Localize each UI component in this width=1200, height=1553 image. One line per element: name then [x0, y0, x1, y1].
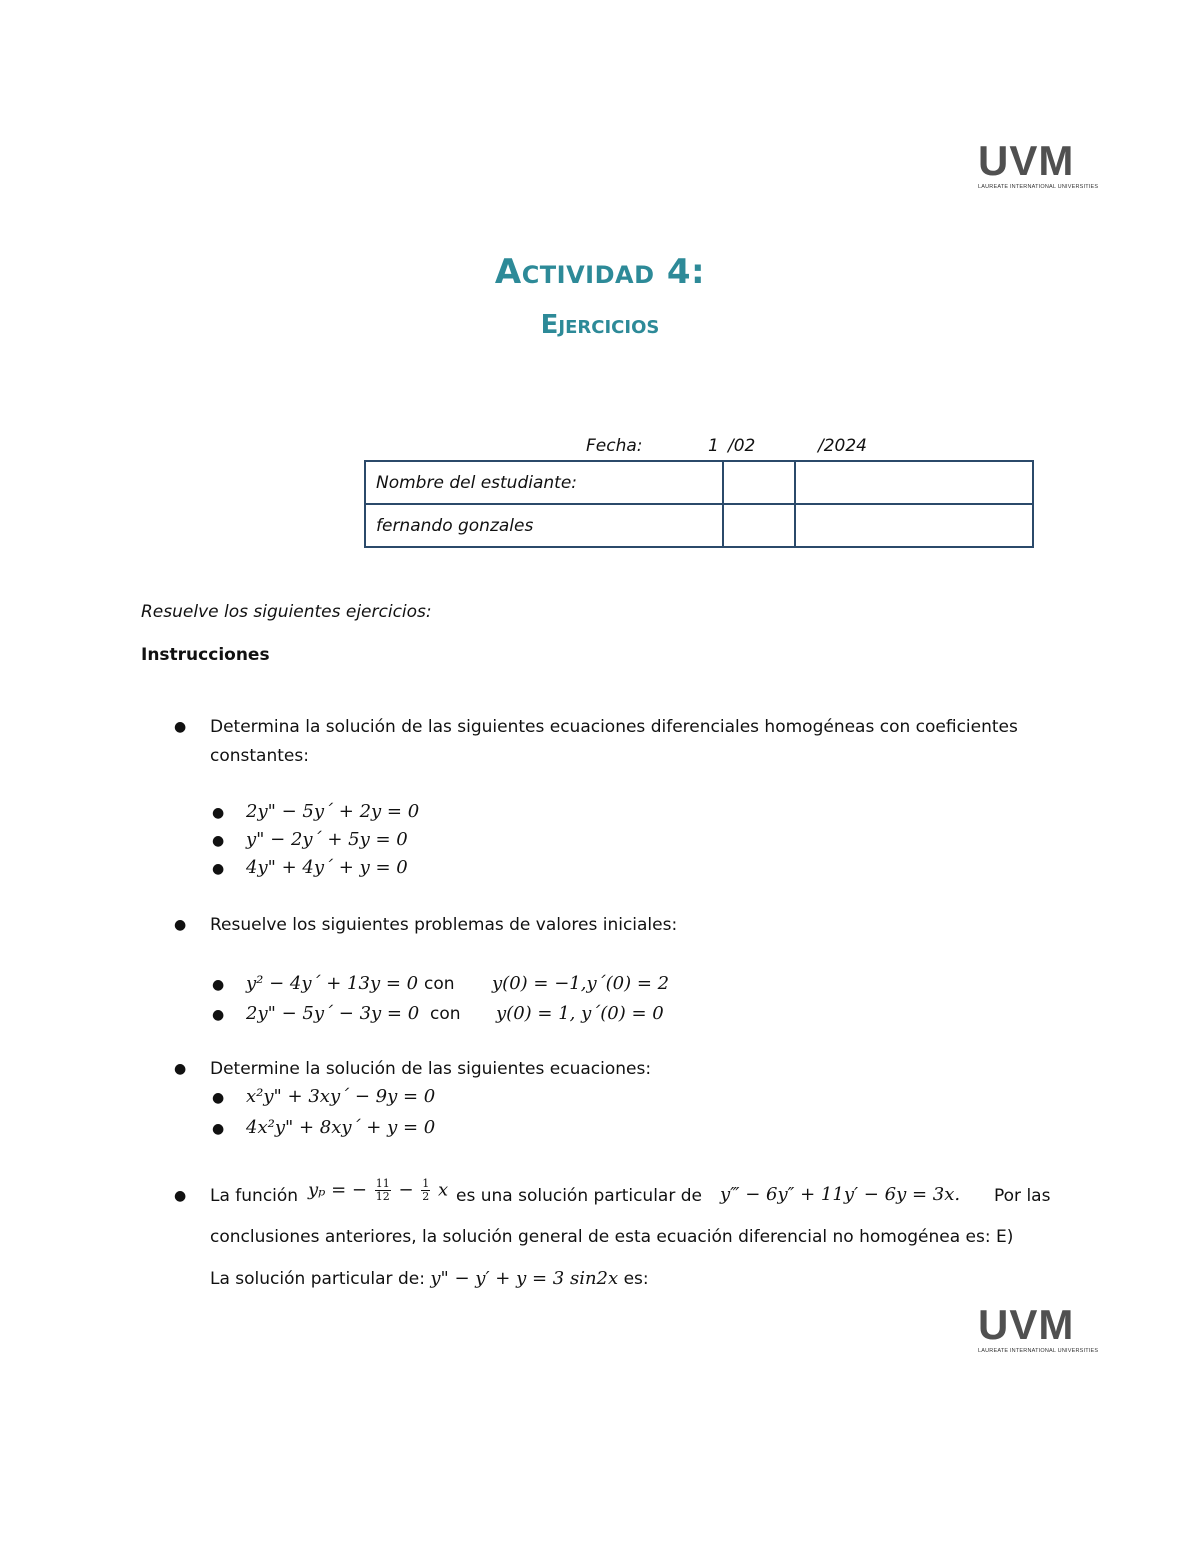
date-label: Fecha:	[586, 436, 643, 456]
bullet-icon: ●	[212, 833, 225, 849]
page-subtitle: Ejercicios	[540, 310, 660, 340]
section2-text: Resuelve los siguientes problemas de valores iniciales:	[210, 915, 678, 935]
con-label: con	[424, 974, 455, 994]
equation: 4y" + 4y´ + y = 0	[246, 857, 408, 878]
particular-solution-expression	[308, 1178, 448, 1203]
equation: y" − 2y´ + 5y = 0	[246, 829, 408, 850]
equation: y² − 4y´ + 13y = 0	[246, 973, 419, 994]
logo-tagline: LAUREATE INTERNATIONAL UNIVERSITIES	[978, 1348, 1099, 1354]
initial-conditions: y(0) = 1, y´(0) = 0	[496, 1003, 664, 1024]
bullet-icon: ●	[174, 1188, 187, 1204]
initial-conditions: y(0) = −1,y´(0) = 2	[492, 973, 670, 994]
empty-cell	[723, 504, 795, 547]
section4-tail: Por las	[994, 1186, 1051, 1206]
bullet-icon: ●	[174, 719, 187, 735]
logo-tagline: LAUREATE INTERNATIONAL UNIVERSITIES	[978, 184, 1099, 190]
section4-line2: conclusiones anteriores, la solución general de esta ecuación diferencial no homogénea es: E)	[210, 1227, 1014, 1247]
student-label-cell: Nombre del estudiante:	[365, 461, 723, 504]
line3-tail: es:	[623, 1269, 649, 1289]
instructions-heading: Instrucciones	[141, 645, 270, 665]
bullet-icon: ●	[212, 1007, 225, 1023]
page-title: Actividad 4:	[494, 252, 706, 292]
empty-cell	[723, 461, 795, 504]
section1-text: Determina la solución de las siguientes ecuaciones diferenciales homogéneas con coeficientes	[210, 717, 1018, 737]
section4-mid: es una solución particular de	[456, 1186, 702, 1206]
equation: y‴ − 6y″ + 11y′ − 6y = 3x.	[720, 1184, 961, 1205]
bullet-icon: ●	[212, 805, 225, 821]
yp-symbol: yₚ = −	[308, 1179, 367, 1201]
minus-sign: −	[398, 1179, 414, 1201]
fraction: $\frac{1}{2}$	[422, 1177, 430, 1203]
equation: y" − y′ + y = 3 sin2x	[430, 1268, 619, 1289]
uvm-logo-bottom	[978, 1301, 1099, 1354]
section4-line3	[210, 1268, 649, 1289]
x-variable: x	[438, 1179, 449, 1201]
line3-lead: La solución particular de:	[210, 1269, 425, 1289]
empty-cell	[795, 504, 1033, 547]
con-label: con	[430, 1004, 461, 1024]
intro-text: Resuelve los siguientes ejercicios:	[141, 602, 432, 622]
uvm-logo-top	[978, 137, 1099, 190]
equation: 4x²y" + 8xy´ + y = 0	[246, 1117, 436, 1138]
logo-text: UVM	[978, 137, 1075, 184]
fraction: $\frac{11}{12}$	[375, 1177, 390, 1203]
bullet-icon: ●	[212, 1090, 225, 1106]
section4-lead: La función	[210, 1186, 299, 1206]
bullet-icon: ●	[212, 1121, 225, 1137]
bullet-icon: ●	[174, 1061, 187, 1077]
section3-text: Determine la solución de las siguientes ecuaciones:	[210, 1059, 652, 1079]
logo-text: UVM	[978, 1301, 1075, 1348]
equation: 2y" − 5y´ − 3y = 0	[246, 1003, 420, 1024]
bullet-icon: ●	[212, 977, 225, 993]
equation: 2y" − 5y´ + 2y = 0	[246, 801, 420, 822]
bullet-icon: ●	[212, 861, 225, 877]
bullet-icon: ●	[174, 917, 187, 933]
section1-text-cont: constantes:	[210, 746, 309, 766]
student-table	[364, 460, 1034, 548]
student-name-cell: fernando gonzales	[365, 504, 723, 547]
equation: x²y" + 3xy´ − 9y = 0	[246, 1086, 436, 1107]
date-year: /2024	[818, 436, 867, 456]
date-month: /02	[728, 436, 756, 456]
date-day: 1	[708, 436, 719, 456]
empty-cell	[795, 461, 1033, 504]
